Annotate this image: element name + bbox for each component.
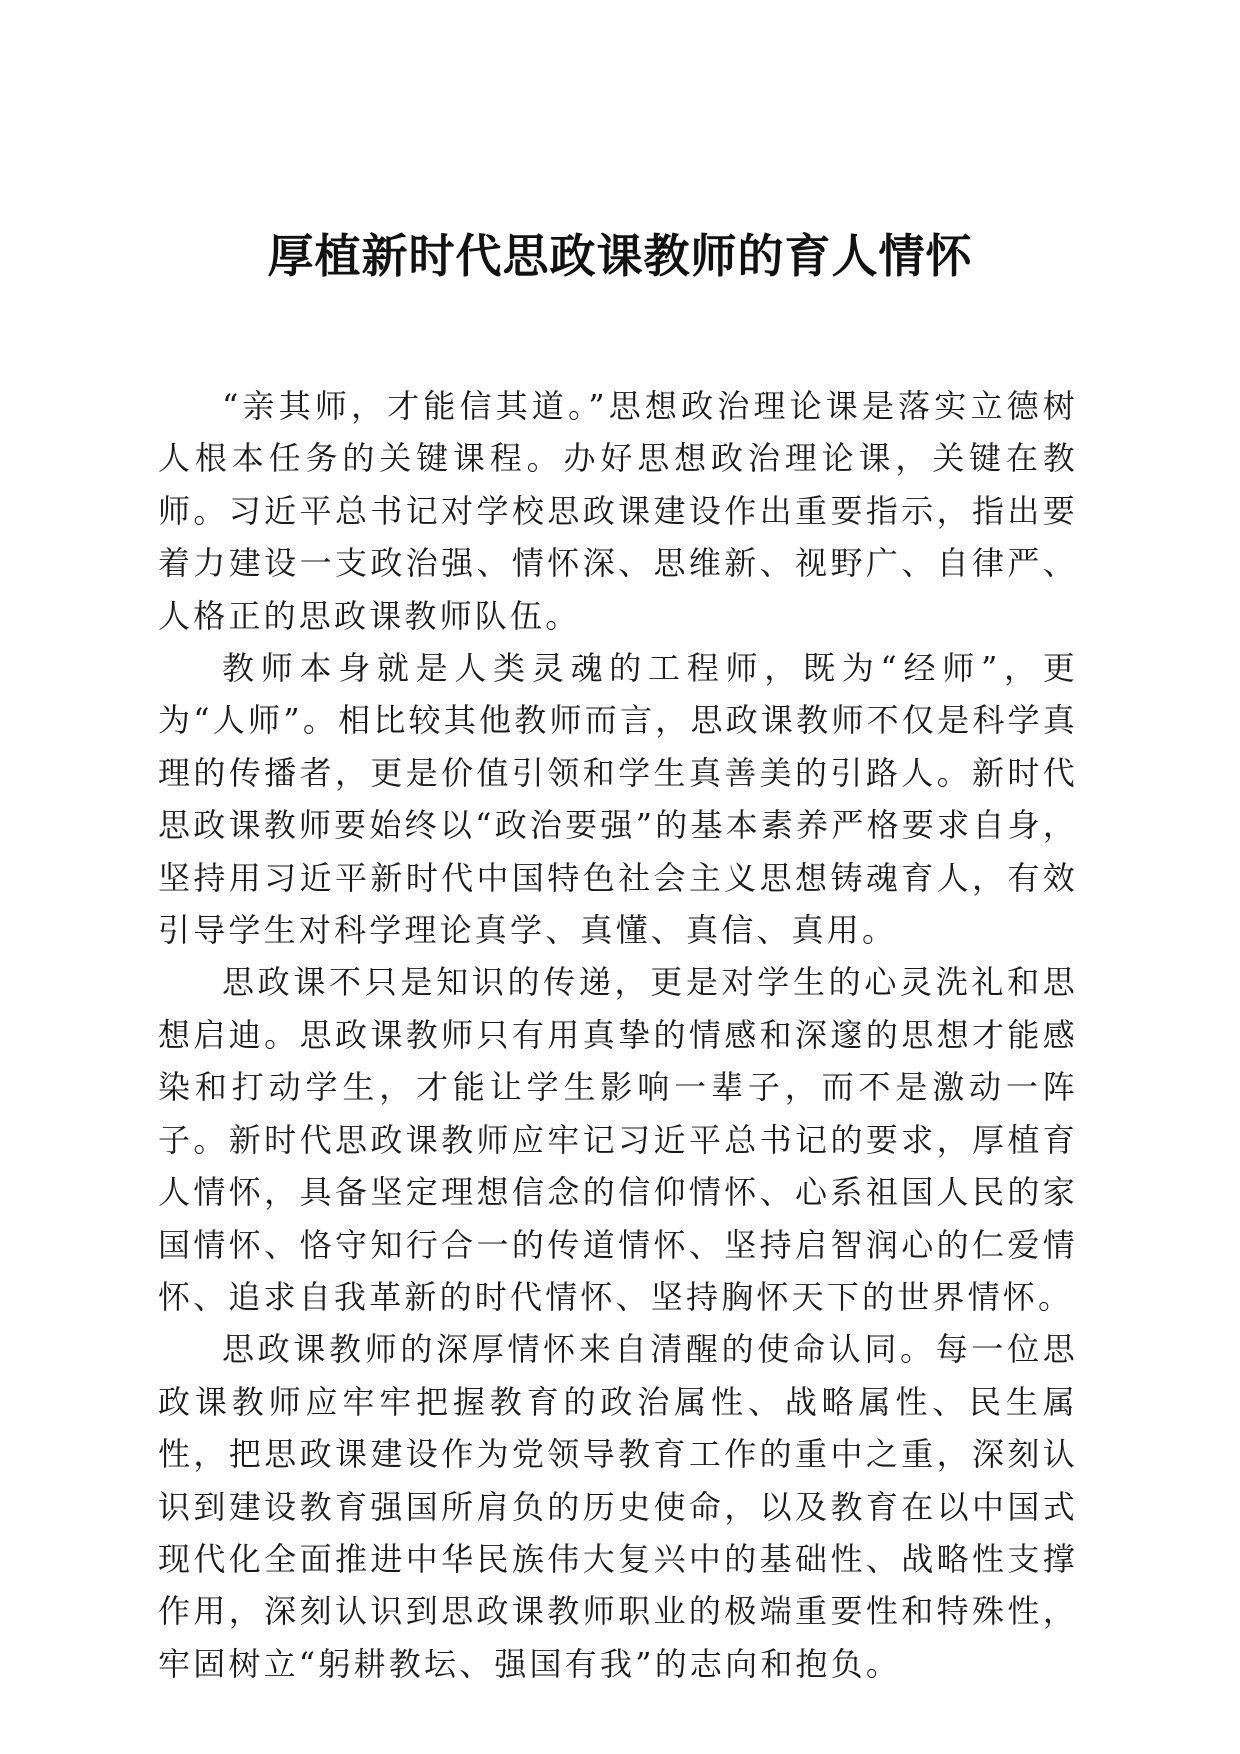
- document-title: 厚植新时代思政课教师的育人情怀: [267, 229, 973, 283]
- document-body: [158, 380, 1078, 1690]
- paragraph-4: 思政课教师的深厚情怀来自清醒的使命认同。每一位思政课教师应牢牢把握教育的政治属性、战略属性、民生属性，把思政课建设作为党领导教育工作的重中之重，深刻认识到建设教育强国所肩负的历史使命，以及教育在以中国式现代化全面推进中华民族伟大复兴中的基础性、战略性支撑作用，深刻认识到思政课教师职业的极端重要性和特殊性，牢固树立“躬耕教坛、强国有我”的志向和抱负。: [158, 1330, 1078, 1683]
- paragraph-2: 教师本身就是人类灵魂的工程师，既为“经师”，更为“人师”。相比较其他教师而言，思政课教师不仅是科学真理的传播者，更是价值引领和学生真善美的引路人。新时代思政课教师要始终以“政治要强”的基本素养严格要求自身，坚持用习近平新时代中国特色社会主义思想铸魂育人，有效引导学生对科学理论真学、真懂、真信、真用。: [158, 649, 1078, 950]
- paragraph-3: 思政课不只是知识的传递，更是对学生的心灵洗礼和思想启迪。思政课教师只有用真挚的情感和深邃的思想才能感染和打动学生，才能让学生影响一辈子，而不是激动一阵子。新时代思政课教师应牢记习近平总书记的要求，厚植育人情怀，具备坚定理想信念的信仰情怀、心系祖国人民的家国情怀、恪守知行合一的传道情怀、坚持启智润心的仁爱情怀、追求自我革新的时代情怀、坚持胸怀天下的世界情怀。: [158, 963, 1078, 1316]
- paragraph-1: “亲其师，才能信其道。”思想政治理论课是落实立德树人根本任务的关键课程。办好思想政治理论课，关键在教师。习近平总书记对学校思政课建设作出重要指示，指出要着力建设一支政治强、情怀深、思维新、视野广、自律严、人格正的思政课教师队伍。: [158, 387, 1078, 635]
